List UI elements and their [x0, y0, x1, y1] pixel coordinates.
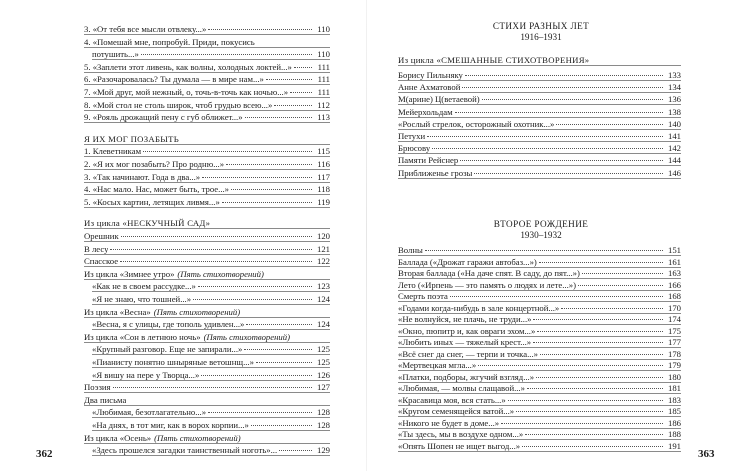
- dot-leader: [508, 399, 663, 401]
- dot-leader: [536, 376, 663, 378]
- toc-entry-title: Из цикла «СМЕШАННЫЕ СТИХОТВОРЕНИЯ»: [398, 55, 590, 65]
- toc-entry-title: Спасское: [84, 256, 119, 267]
- toc-entry: [398, 395, 681, 406]
- section-title-1: СТИХИ РАЗНЫХ ЛЕТ: [492, 21, 590, 31]
- toc-entry: [398, 383, 681, 394]
- toc-page-number: 116: [317, 159, 330, 169]
- toc-page-number: 136: [667, 94, 681, 105]
- toc-entry: [84, 62, 330, 73]
- dot-leader: [294, 66, 312, 68]
- toc-page-number: 113: [317, 112, 330, 123]
- toc-entry-note: (Пять стихотворений): [154, 432, 241, 443]
- toc-entry-title: Брюсову: [398, 143, 431, 154]
- toc-entry: [398, 245, 681, 256]
- dot-leader: [193, 298, 312, 300]
- toc-entry: [84, 382, 330, 393]
- dot-leader: [120, 260, 312, 262]
- toc-entry-title: Смерть поэта: [398, 291, 448, 301]
- toc-entry: [398, 429, 681, 440]
- toc-entry-title: «Не волнуйся, не плачь, не труди...»: [398, 314, 532, 324]
- toc-entry-title: Из цикла «Осень»: [84, 432, 152, 443]
- toc-page-number: 123: [316, 281, 330, 292]
- toc-entry: [84, 395, 330, 406]
- toc-entry: [398, 303, 681, 314]
- toc-entry-title: Орешник: [84, 231, 119, 241]
- toc-entry-title: «Мертвецкая мгла...»: [398, 360, 477, 370]
- dot-leader: [226, 163, 312, 165]
- toc-entry: [84, 87, 330, 98]
- toc-entry-title: 7. «Мой друг, мой нежный, о, точь-в-точь как ночью...»: [84, 87, 289, 97]
- toc-entry-title: «Крупный разговор. Еще не запирали...»: [92, 344, 243, 355]
- toc-entry-title: Волны: [398, 245, 423, 255]
- toc-entry-title: Из цикла «Сон в летнюю ночь»: [84, 331, 201, 342]
- toc-page-number: 141: [667, 131, 681, 141]
- toc-entry-title: Я ИХ МОГ ПОЗАБЫТЬ: [84, 133, 180, 144]
- toc-page-number: 111: [317, 74, 330, 85]
- toc-entry: [92, 281, 330, 292]
- toc-entry-title: «Платки, подборы, жгучий взгляд...»: [398, 371, 535, 382]
- toc-entry-title: Из цикла «НЕСКУЧНЫЙ САД»: [84, 218, 211, 229]
- dot-leader: [425, 249, 663, 251]
- dot-leader: [256, 361, 312, 363]
- toc-entry: [398, 314, 681, 325]
- toc-entry: [398, 441, 681, 452]
- toc-entry-title: Анне Ахматовой: [398, 82, 461, 93]
- toc-page-number: 111: [317, 87, 330, 97]
- dot-leader: [113, 386, 312, 388]
- toc-entry-title: 2. «Я их мог позабыть? Про родню...»: [84, 159, 225, 169]
- toc-entry: [398, 349, 681, 360]
- toc-entry-title: Борису Пильняку: [398, 70, 463, 80]
- toc-entry-title: «Никого не будет в доме...»: [398, 417, 500, 428]
- toc-entry: [84, 332, 330, 343]
- toc-page-number: 177: [667, 337, 681, 347]
- toc-entry-title: Петухи: [398, 131, 426, 141]
- dot-leader: [246, 323, 312, 325]
- section-years-1: 1916–1931: [520, 32, 562, 42]
- toc-page-number: 110: [317, 24, 330, 34]
- dot-leader: [110, 248, 312, 250]
- dot-leader: [198, 285, 312, 287]
- toc-page-number: 128: [316, 407, 330, 418]
- toc-entry-title: «Всё снег да снег, — терпи и точка...»: [398, 348, 538, 359]
- toc-entry-title: «Любить иных — тяжелый крест...»: [398, 337, 532, 347]
- right-page: [367, 0, 734, 471]
- toc-entry-title: 9. «Рояль дрожащий пену с губ оближет...»: [84, 112, 243, 123]
- dot-leader: [279, 449, 312, 451]
- toc-entry: [84, 172, 330, 183]
- toc-section-heading: [84, 218, 330, 229]
- toc-entry-title: 1. Клеветникам: [84, 146, 142, 157]
- dot-leader: [244, 348, 312, 350]
- toc-entry-title: Из цикла «Весна»: [84, 306, 151, 317]
- toc-page-number: 140: [667, 118, 681, 129]
- toc-page-number: 175: [667, 325, 681, 336]
- toc-entry: [84, 231, 330, 242]
- toc-entry: [84, 197, 330, 208]
- section-title-2: ВТОРОЕ РОЖДЕНИЕ: [493, 219, 589, 229]
- toc-entry: [84, 74, 330, 85]
- toc-page-number: 124: [316, 294, 330, 304]
- toc-entry-title: «Опять Шопен не ищет выгод...»: [398, 440, 521, 451]
- toc-entry: [398, 418, 681, 429]
- toc-page-number: 186: [667, 417, 681, 428]
- toc-page-number: 134: [667, 82, 681, 93]
- toc-entry-title: Поэзия: [84, 382, 111, 393]
- toc-entry: [84, 269, 330, 280]
- toc-entry: [398, 257, 681, 268]
- toc-entry-title: «Пианисту понятно шныряные ветошнщ...»: [92, 357, 254, 367]
- toc-entry-title: 3. «От тебя все мысли отвлеку...»: [84, 24, 207, 34]
- dot-leader: [582, 272, 663, 274]
- dot-leader: [245, 116, 312, 118]
- dot-leader: [121, 235, 312, 237]
- toc-page-number: 185: [667, 406, 681, 416]
- toc-entry: [84, 159, 330, 170]
- dot-leader: [141, 53, 312, 55]
- dot-leader: [222, 201, 312, 203]
- dot-leader: [251, 424, 312, 426]
- toc-entry: [398, 268, 681, 279]
- toc-entry-title: Мейерхольдам: [398, 106, 453, 117]
- toc-page-number: 163: [667, 268, 681, 278]
- toc-entry-title: «Ты здесь, мы в воздухе одном...»: [398, 429, 524, 439]
- dot-leader: [501, 422, 663, 424]
- dot-leader: [274, 104, 312, 106]
- toc-entry: [398, 291, 681, 302]
- toc-page-number: 126: [316, 369, 330, 380]
- toc-page-number: 183: [667, 394, 681, 405]
- toc-page-number: 120: [316, 231, 330, 241]
- dot-leader: [533, 318, 663, 320]
- toc-page-number: 151: [667, 245, 681, 255]
- toc-page-number: 111: [317, 61, 330, 72]
- toc-entry: [84, 307, 330, 318]
- toc-entry-title: «Окно, пюпитр и, как овраги эхом...»: [398, 325, 536, 336]
- toc-page-number: 110: [317, 49, 330, 60]
- toc-entry-title: «Я вишу на пере у Творца...»: [92, 369, 200, 380]
- toc-entry: [84, 112, 330, 123]
- toc-entry: [84, 244, 330, 255]
- dot-leader: [202, 176, 312, 178]
- dot-leader: [525, 433, 663, 435]
- dot-leader: [578, 284, 663, 286]
- dot-leader: [516, 410, 663, 412]
- dot-leader: [231, 188, 312, 190]
- toc-page-number: 191: [667, 440, 681, 451]
- toc-entry: [398, 326, 681, 337]
- toc-entry: [84, 433, 330, 444]
- toc-entry: [398, 372, 681, 383]
- toc-entry: [92, 370, 330, 381]
- dot-leader: [537, 330, 663, 332]
- toc-page-number: 133: [667, 70, 681, 80]
- toc-page-number: 180: [667, 371, 681, 382]
- toc-entry-title: Вторая баллада («На даче спят. В саду, до пят...»): [398, 268, 580, 278]
- toc-entry: [84, 184, 330, 195]
- toc-page-number: 146: [667, 167, 681, 178]
- toc-entry-title: потушить...»: [92, 49, 139, 60]
- toc-entry-title: «Здесь прошелся загадки таинственный ноготь»...: [92, 445, 278, 456]
- toc-entry-title: «На днях, в тот миг, как в ворох корпии...»: [92, 420, 249, 430]
- toc-entry-title: 5. «Косых картин, летящих ливмя...»: [84, 196, 220, 207]
- toc-page-number: 121: [316, 243, 330, 254]
- toc-page-number: 161: [667, 256, 681, 267]
- dot-leader: [290, 91, 312, 93]
- toc-entry-note: (Пять стихотворений): [203, 331, 291, 342]
- toc-entry-title: Баллада («Дрожат гаражи автобаз...»): [398, 256, 537, 267]
- section-years-2: 1930–1932: [520, 230, 562, 240]
- toc-entry-title: Памяти Рейснер: [398, 155, 459, 166]
- toc-page-number: 125: [316, 344, 330, 355]
- toc-page-number: 170: [667, 302, 681, 313]
- toc-page-number: 127: [316, 382, 330, 393]
- dot-leader: [527, 387, 663, 389]
- toc-entry: [92, 445, 330, 456]
- toc-entry-title: В лесу: [84, 243, 109, 254]
- toc-entry: [84, 146, 330, 157]
- dot-leader: [522, 445, 663, 447]
- dot-leader: [533, 341, 663, 343]
- toc-entry: [84, 37, 330, 48]
- toc-entry-title: 8. «Мой стол не столь широк, чтоб грудью всею...»: [84, 99, 273, 110]
- toc-page-number: 188: [667, 429, 681, 439]
- toc-entry-title: «Весна, я с улицы, где тополь удивлен...»: [92, 319, 245, 330]
- toc-entry: [92, 407, 330, 418]
- toc-entry: [84, 100, 330, 111]
- toc-entry-title: «Любимая, — молвы слащавой...»: [398, 383, 525, 393]
- toc-page-number: 125: [316, 357, 330, 367]
- toc-entry-note: (Пять стихотворений): [177, 268, 264, 279]
- toc-page-number: 142: [667, 143, 681, 154]
- toc-page-number: 144: [667, 155, 681, 166]
- toc-page-number: 138: [667, 106, 681, 117]
- toc-entry-title: 6. «Разочаровалась? Ты думала — в мире нам...»: [84, 74, 264, 85]
- toc-entry: [84, 24, 330, 35]
- toc-entry: [398, 360, 681, 371]
- toc-entry-title: 4. «Нас мало. Нас, может быть, трое...»: [84, 184, 230, 195]
- toc-entry: [398, 406, 681, 417]
- dot-leader: [561, 307, 663, 309]
- toc-page-number: 115: [317, 146, 330, 157]
- right-page-number: 363: [698, 448, 715, 460]
- toc-entry-title: Приближенье грозы: [398, 167, 473, 178]
- toc-entry-title: 4. «Помешай мне, попробуй. Приди, покусись: [84, 36, 255, 47]
- toc-entry-title: «Кругом семенящейся ватой...»: [398, 406, 515, 416]
- toc-page-number: 124: [316, 319, 330, 330]
- toc-entry: [398, 337, 681, 348]
- toc-page-number: 112: [317, 99, 330, 110]
- dot-leader: [540, 353, 663, 355]
- dot-leader: [208, 411, 312, 413]
- toc-entry: [84, 256, 330, 267]
- toc-entry-title: «Рослый стрелок, осторожный охотник...»: [398, 118, 555, 129]
- toc-page-number: 174: [667, 314, 681, 324]
- toc-entry: [398, 280, 681, 291]
- dot-leader: [201, 374, 312, 376]
- toc-entry-title: 3. «Так начинают. Года в два...»: [84, 171, 201, 182]
- dot-leader: [143, 150, 312, 152]
- toc-entry-title: 5. «Заплети этот ливень, как волны, холодных локтей...»: [84, 61, 292, 72]
- toc-page-number: 122: [316, 256, 330, 267]
- toc-entry-title: «Любимая, безотлагательно...»: [92, 407, 207, 418]
- toc-page-number: 168: [667, 291, 681, 301]
- toc-entry: [92, 420, 330, 431]
- toc-entry-note: (Пять стихотворений): [153, 306, 241, 317]
- toc-entry-title: М(арине) Ц(ветаевой): [398, 94, 480, 105]
- toc-entry-title: «Годами когда-нибудь в зале концертной...»: [398, 302, 560, 313]
- toc-entry: [92, 49, 330, 60]
- left-page-number: 362: [36, 448, 53, 460]
- toc-page-number: 181: [667, 383, 681, 393]
- toc-entry: [92, 357, 330, 368]
- toc-entry: [92, 344, 330, 355]
- toc-page-number: 178: [667, 348, 681, 359]
- dot-leader: [539, 261, 663, 263]
- toc-page-number: 179: [667, 360, 681, 370]
- toc-entry: [92, 294, 330, 305]
- toc-page-number: 166: [667, 279, 681, 290]
- toc-page-number: 128: [316, 420, 330, 430]
- dot-leader: [478, 364, 663, 366]
- toc-section-heading: [84, 134, 330, 145]
- toc-entry-title: «Красавица моя, вся стать...»: [398, 394, 506, 405]
- toc-page-number: 118: [317, 184, 330, 195]
- right-toc-list-2: [367, 0, 734, 471]
- dot-leader: [266, 78, 312, 80]
- toc-page-number: 129: [316, 445, 330, 456]
- toc-entry-title: Лето («Ирпень — это память о людях и лете...»): [398, 279, 576, 290]
- toc-page-number: 119: [317, 196, 330, 207]
- toc-entry-title: Два письма: [84, 394, 127, 405]
- toc-entry: [92, 319, 330, 330]
- toc-page-number: 117: [317, 171, 330, 182]
- toc-entry-title: «Как не в своем рассудке...»: [92, 281, 196, 292]
- toc-entry-title: «Я не знаю, что тошней...»: [92, 294, 192, 304]
- dot-leader: [208, 28, 312, 30]
- toc-entry-title: Из цикла «Зимнее утро»: [84, 268, 175, 279]
- dot-leader: [450, 295, 663, 297]
